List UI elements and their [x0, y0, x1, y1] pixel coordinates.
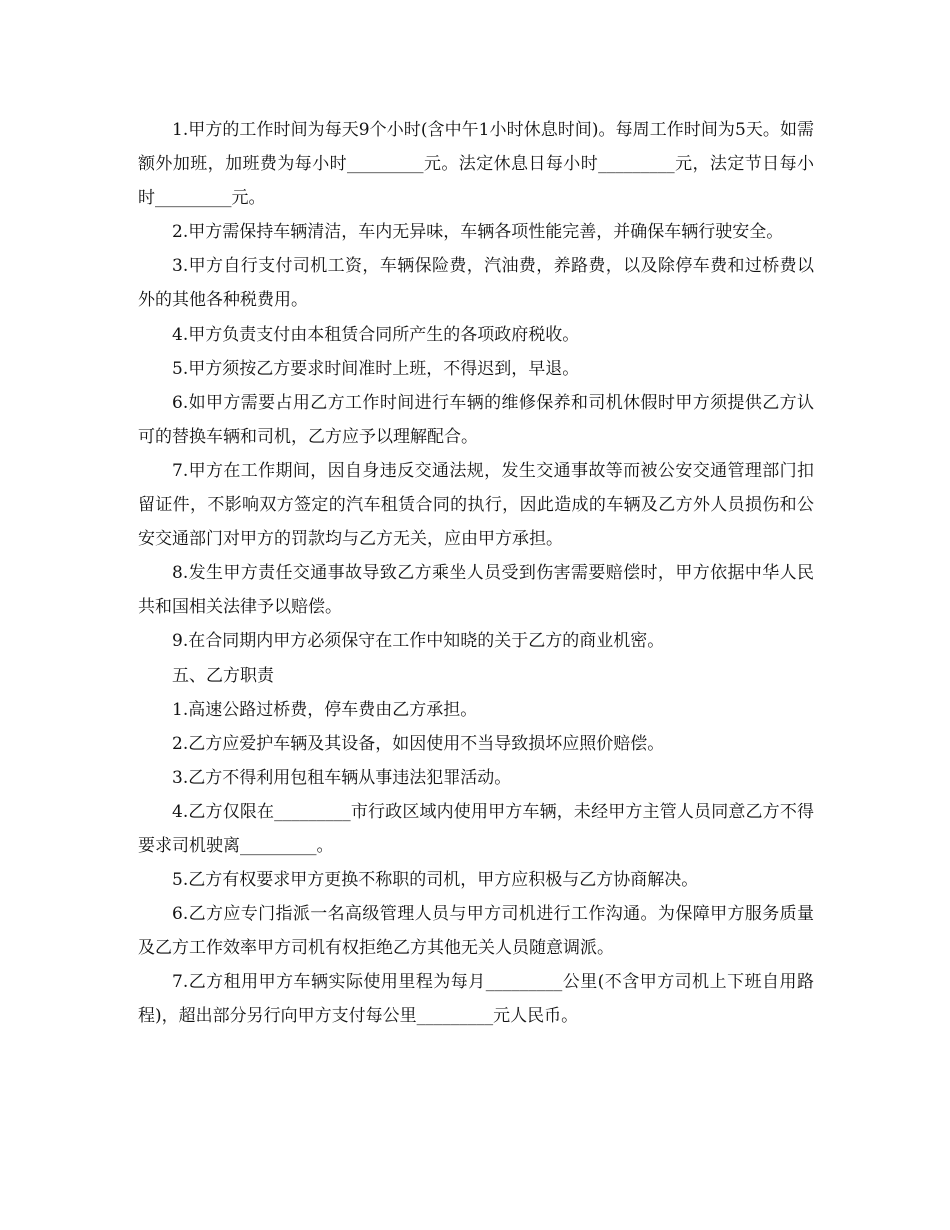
- clause-a2-vehicle-clean: 2.甲方需保持车辆清洁，车内无异味，车辆各项性能完善，并确保车辆行驶安全。: [172, 222, 784, 243]
- clause-a3-driver-wages: 3.甲方自行支付司机工资，车辆保险费，汽油费，养路费，以及除停车费和过桥费以外的其他各种税费用。: [138, 256, 814, 311]
- section-heading-party-b: 五、乙方职责: [172, 665, 274, 686]
- clause-b4-area-limit: 4.乙方仅限在_________市行政区域内使用甲方车辆，未经甲方主管人员同意乙方不得要求司机驶离_________。: [138, 801, 814, 856]
- clause-a7-traffic-violations: 7.甲方在工作期间，因自身违反交通法规，发生交通事故等而被公安交通管理部门扣留证件，不影响双方签定的汽车租赁合同的执行，因此造成的车辆及乙方外人员损伤和公安交通部门对甲方的罚款均与乙方无关，应由甲方承担。: [138, 460, 814, 550]
- clause-b1-tolls: 1.高速公路过桥费，停车费由乙方承担。: [172, 699, 478, 720]
- clause-b2-care: 2.乙方应爱护车辆及其设备，如因使用不当导致损坏应照价赔偿。: [172, 733, 665, 754]
- clause-a4-taxes: 4.甲方负责支付由本租赁合同所产生的各项政府税收。: [172, 324, 580, 345]
- clause-a5-punctuality: 5.甲方须按乙方要求时间准时上班，不得迟到，早退。: [172, 358, 580, 379]
- document-page: [138, 113, 814, 1034]
- clause-b5-driver-replacement: 5.乙方有权要求甲方更换不称职的司机，甲方应积极与乙方协商解决。: [172, 870, 699, 891]
- clause-a8-accident-compensation: 8.发生甲方责任交通事故导致乙方乘坐人员受到伤害需要赔偿时，甲方依据中华人民共和国相关法律予以赔偿。: [138, 563, 814, 618]
- clause-b3-illegal-use: 3.乙方不得利用包租车辆从事违法犯罪活动。: [172, 767, 512, 788]
- clause-a9-confidentiality: 9.在合同期内甲方必须保守在工作中知晓的关于乙方的商业机密。: [172, 631, 665, 652]
- clause-b7-mileage: 7.乙方租用甲方车辆实际使用里程为每月_________公里(不含甲方司机上下班自用路程)，超出部分另行向甲方支付每公里_________元人民币。: [138, 972, 814, 1027]
- clause-b6-contact-person: 6.乙方应专门指派一名高级管理人员与甲方司机进行工作沟通。为保障甲方服务质量及乙方工作效率甲方司机有权拒绝乙方其他无关人员随意调派。: [138, 904, 814, 959]
- clause-a1-work-hours: 1.甲方的工作时间为每天9个小时(含中午1小时休息时间)。每周工作时间为5天。如需额外加班，加班费为每小时_________元。法定休息日每小时_________元，法定节日每小时_________元。: [138, 120, 814, 209]
- clause-a6-replacement: 6.如甲方需要占用乙方工作时间进行车辆的维修保养和司机休假时甲方须提供乙方认可的替换车辆和司机，乙方应予以理解配合。: [138, 392, 814, 447]
